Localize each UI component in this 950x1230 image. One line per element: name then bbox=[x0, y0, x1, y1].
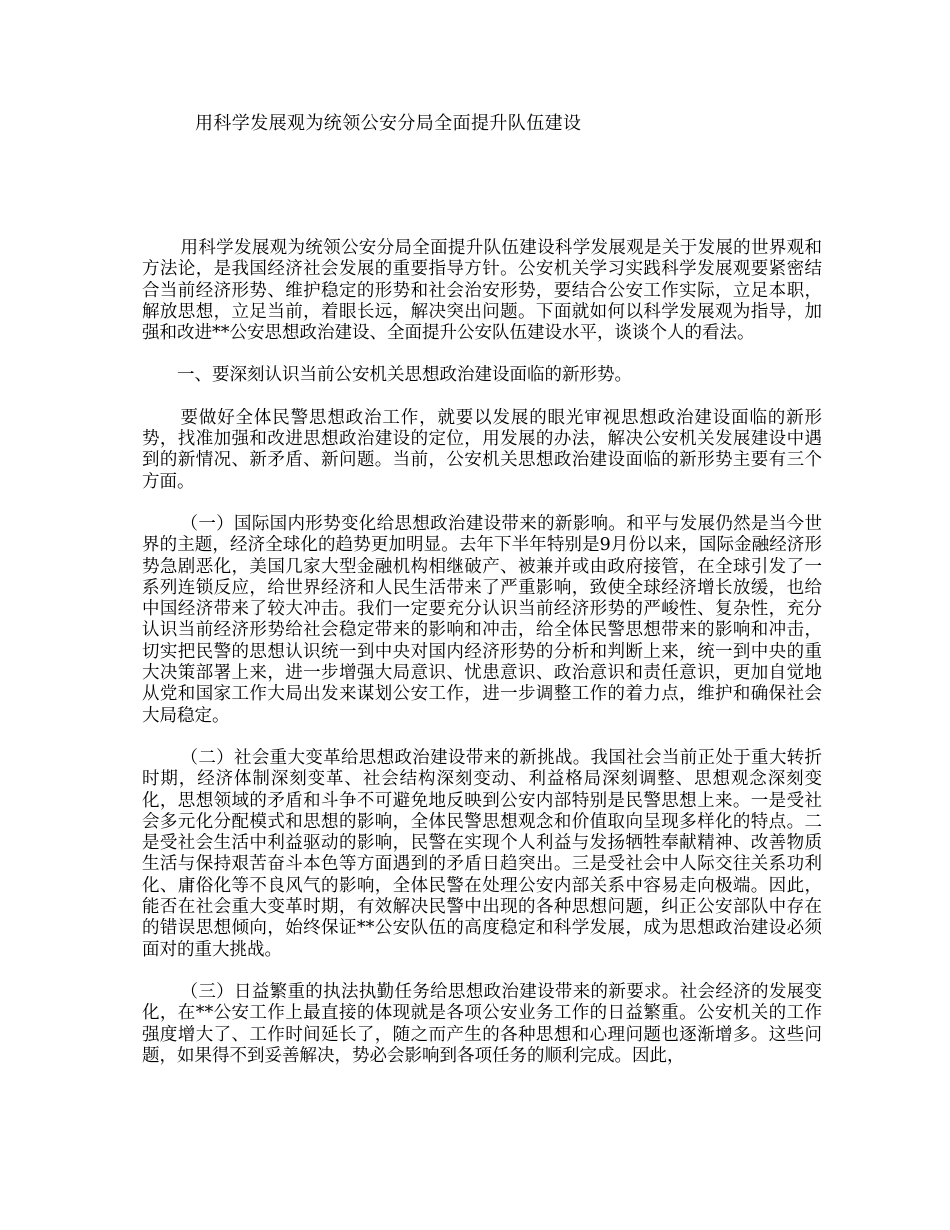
document-body bbox=[142, 238, 822, 1088]
subsection-3-paragraph: （三）日益繁重的执法执勤任务给思想政治建设带来的新要求。社会经济的发展变化，在**公安工作上最直接的体现就是各项公安业务工作的日益繁重。公安机关的工作强度增大了、工作时间延长了，随之而产生的各种思想和心理问题也逐渐增多。这些问题，如果得不到妥善解决，势必会影响到各项任务的顺利完成。因此， bbox=[142, 981, 822, 1066]
document-title: 用科学发展观为统领公安分局全面提升队伍建设 bbox=[195, 113, 582, 134]
section-1-paragraph: 要做好全体民警思想政治工作，就要以发展的眼光审视思想政治建设面临的新形势，找准加强和改进思想政治建设的定位，用发展的办法，解决公安机关发展建设中遇到的新情况、新矛盾、新问题。当前，公安机关思想政治建设面临的新形势主要有三个方面。 bbox=[142, 407, 822, 492]
subsection-1-paragraph: （一）国际国内形势变化给思想政治建设带来的新影响。和平与发展仍然是当今世界的主题，经济全球化的趋势更加明显。去年下半年特别是9月份以来，国际金融经济形势急剧恶化，美国几家大型金融机构相继破产、被兼并或由政府接管，在全球引发了一系列连锁反应，给世界经济和人民生活带来了严重影响，致使全球经济增长放缓，也给中国经济带来了较大冲击。我们一定要充分认识当前经济形势的严峻性、复杂性，充分认识当前经济形势给社会稳定带来的影响和冲击，给全体民警思想带来的影响和冲击，切实把民警的思想认识统一到中央对国内经济形势的分析和判断上来，统一到中央的重大决策部署上来，进一步增强大局意识、忧患意识、政治意识和责任意识，更加自觉地从党和国家工作大局出发来谋划公安工作，进一步调整工作的着力点，维护和确保社会大局稳定。 bbox=[142, 513, 822, 726]
subsection-2-paragraph: （二）社会重大变革给思想政治建设带来的新挑战。我国社会当前正处于重大转折时期，经济体制深刻变革、社会结构深刻变动、利益格局深刻调整、思想观念深刻变化，思想领域的矛盾和斗争不可避免地反映到公安内部特别是民警思想上来。一是受社会多元化分配模式和思想的影响，全体民警思想观念和价值取向呈现多样化的特点。二是受社会生活中利益驱动的影响，民警在实现个人利益与发扬牺牲奉献精神、改善物质生活与保持艰苦奋斗本色等方面遇到的矛盾日趋突出。三是受社会中人际交往关系功利化、庸俗化等不良风气的影响，全体民警在处理公安内部关系中容易走向极端。因此，能否在社会重大变革时期，有效解决民警中出现的各种思想问题，纠正公安部队中存在的错误思想倾向，始终保证**公安队伍的高度稳定和科学发展，成为思想政治建设必须面对的重大挑战。 bbox=[142, 747, 822, 960]
intro-paragraph: 用科学发展观为统领公安分局全面提升队伍建设科学发展观是关于发展的世界观和方法论，是我国经济社会发展的重要指导方针。公安机关学习实践科学发展观要紧密结合当前经济形势、维护稳定的形势和社会治安形势，要结合公安工作实际，立足本职，解放思想，立足当前，着眼长远，解决突出问题。下面就如何以科学发展观为指导，加强和改进**公安思想政治建设、全面提升公安队伍建设水平，谈谈个人的看法。 bbox=[142, 238, 822, 344]
section-heading-1: 一、要深刻认识当前公安机关思想政治建设面临的新形势。 bbox=[177, 365, 632, 386]
